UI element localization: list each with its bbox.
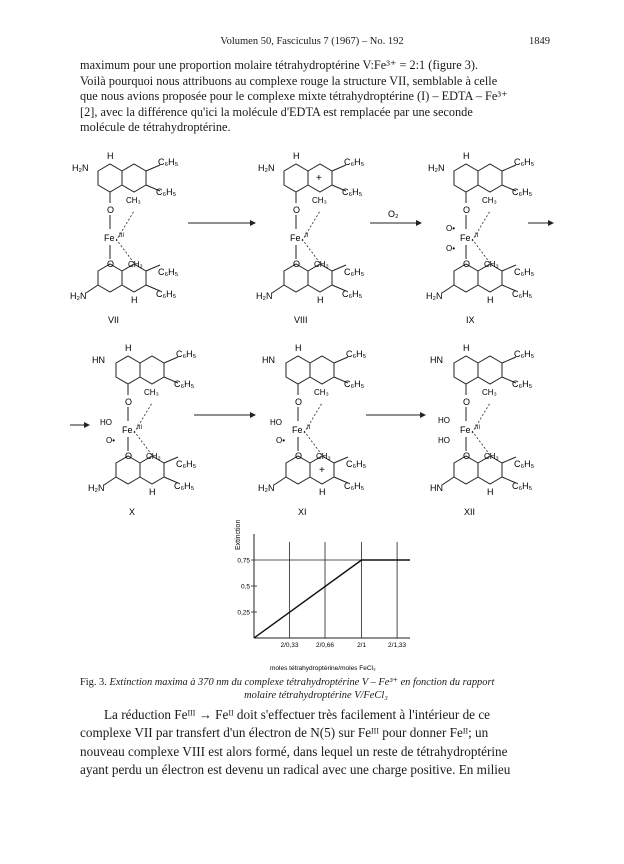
atom-label: HN <box>430 483 443 493</box>
atom-label: C₆H₅ <box>158 157 179 167</box>
atom-label: C₆H₅ <box>514 459 535 469</box>
atom-label: O <box>295 397 303 407</box>
atom-label: H₂N <box>428 163 445 173</box>
atom-label: CH₃ <box>312 196 327 205</box>
paragraph-top <box>80 58 550 136</box>
atom-label: CH₃ <box>144 388 159 397</box>
paragraph-line: que nous avions proposée pour le complexe mixte tétrahydroptérine (I) – EDTA – Fe³⁺ <box>80 89 508 104</box>
atom-label: C₆H₅ <box>342 187 363 197</box>
atom-label: Fe <box>460 425 471 435</box>
atom-label: CH₃ <box>482 196 497 205</box>
y-tick-label: 0,75 <box>237 557 250 565</box>
atom-label: H₂N <box>88 483 105 493</box>
atom-label: CH₃ <box>314 388 329 397</box>
atom-label: H₂N <box>256 291 273 301</box>
atom-label: H <box>107 151 114 161</box>
atom-label: H <box>317 295 324 305</box>
compound-XI <box>258 343 367 517</box>
journal-citation: Volumen 50, Fasciculus 7 (1967) – No. 192 <box>220 36 404 47</box>
atom-label: O• <box>276 436 286 445</box>
y-axis-label: Extinction <box>235 519 242 550</box>
x-tick-label: 2/0,66 <box>315 642 335 649</box>
atom-label: C₆H₅ <box>158 267 179 277</box>
atom-label: C₆H₅ <box>156 187 177 197</box>
compound-XII <box>430 343 535 517</box>
atom-label: C₆H₅ <box>346 349 367 359</box>
atom-label: H <box>463 151 470 161</box>
atom-label: H <box>149 487 156 497</box>
atom-label: C₆H₅ <box>514 267 535 277</box>
atom-label: Fe <box>122 425 133 435</box>
atom-label: H <box>319 487 326 497</box>
atom-label: H₂N <box>258 483 275 493</box>
atom-label: H₂N <box>258 163 275 173</box>
arrow-head <box>416 220 422 226</box>
atom-label: C₆H₅ <box>512 289 533 299</box>
atom-label: Fe <box>104 233 115 243</box>
atom-label: III <box>137 425 143 431</box>
caption-line-1: Extinction maxima à 370 nm du complexe tétrahydroptérine V – Fe³⁺ en fonction du rapport <box>109 677 495 688</box>
x-tick-label: 2/0,33 <box>280 642 299 649</box>
atom-label: CH₃ <box>314 260 329 269</box>
atom-label: II <box>307 425 311 431</box>
reagent-O2: O₂ <box>388 209 399 219</box>
paragraph-line: [2], avec la différence qu'ici la molécule d'EDTA est remplacée par une seconde <box>80 104 473 119</box>
atom-label: C₆H₅ <box>344 157 365 167</box>
atom-label: C₆H₅ <box>176 349 197 359</box>
atom-label: O• <box>446 224 456 233</box>
atom-label: H <box>125 343 132 353</box>
atom-label: O <box>107 259 115 269</box>
atom-label: H₂N <box>72 163 89 173</box>
paragraph-line: molécule de tétrahydroptérine. <box>80 120 231 135</box>
extinction-chart <box>218 518 418 674</box>
compound-label-VII: VII <box>108 315 120 325</box>
paragraph-line: La réduction Feᴵᴵᴵ → Feᴵᴵ doit s'effectuer très facilement à l'intérieur de ce <box>104 707 491 722</box>
y-tick-label: 0,5 <box>240 583 250 591</box>
paragraph-bottom <box>80 706 552 780</box>
atom-label: O <box>463 451 471 461</box>
y-tick-label: 0,25 <box>237 609 250 617</box>
compound-label-XI: XI <box>298 507 307 517</box>
atom-label: Fe <box>292 425 303 435</box>
atom-label: II <box>305 233 309 239</box>
paragraph-line: maximum pour une proportion molaire tétrahydroptérine V:Fe³⁺ = 2:1 (figure 3). <box>80 58 479 72</box>
compound-label-X: X <box>129 507 136 517</box>
atom-label: H <box>293 151 300 161</box>
atom-label: C₆H₅ <box>174 379 195 389</box>
running-header <box>0 36 624 50</box>
atom-label: + <box>319 465 325 476</box>
atom-label: H <box>295 343 302 353</box>
atom-label: C₆H₅ <box>512 379 533 389</box>
atom-label: C₆H₅ <box>514 349 535 359</box>
arrow-head <box>250 412 256 418</box>
compound-IX <box>426 151 535 325</box>
atom-label: C₆H₅ <box>346 459 367 469</box>
atom-label: C₆H₅ <box>344 379 365 389</box>
atom-label: H₂N <box>426 291 443 301</box>
page-number: 1849 <box>529 36 550 47</box>
atom-label: CH₃ <box>126 196 141 205</box>
atom-label: O <box>125 451 133 461</box>
compound-label-XII: XII <box>464 507 476 517</box>
compound-X <box>88 343 197 517</box>
atom-label: HN <box>430 355 443 365</box>
atom-label: H₂N <box>70 291 87 301</box>
atom-label: CH₃ <box>128 260 143 269</box>
paragraph-line: ayant perdu un électron est devenu un radical avec une charge positive. En milieu <box>80 762 511 778</box>
atom-label: HO <box>270 418 282 427</box>
caption-line-2: molaire tétrahydroptérine V/FeCl₃ <box>244 690 388 701</box>
atom-label: HO <box>438 436 450 445</box>
reaction-scheme <box>70 143 560 523</box>
figure-caption <box>80 676 552 702</box>
atom-label: O <box>293 259 301 269</box>
atom-label: C₆H₅ <box>174 481 195 491</box>
atom-label: CH₃ <box>482 388 497 397</box>
arrow-head <box>84 422 90 428</box>
atom-label: HO <box>100 418 112 427</box>
atom-label: C₆H₅ <box>156 289 177 299</box>
arrow-head <box>250 220 256 226</box>
atom-label: II <box>475 233 479 239</box>
atom-label: O <box>295 451 303 461</box>
x-axis-label: moles tétrahydroptérine/moles FeCl₃ <box>270 665 376 672</box>
compound-label-VIII: VIII <box>294 315 308 325</box>
atom-label: C₆H₅ <box>512 187 533 197</box>
atom-label: C₆H₅ <box>344 267 365 277</box>
atom-label: H <box>487 487 494 497</box>
x-tick-label: 2/1 <box>357 642 367 649</box>
atom-label: CH₃ <box>146 452 161 461</box>
atom-label: HO <box>438 416 450 425</box>
atom-label: Fe <box>290 233 301 243</box>
figure-label: Fig. 3. <box>80 677 107 688</box>
atom-label: CH₃ <box>484 260 499 269</box>
extinction-curve <box>254 560 410 638</box>
atom-label: H <box>131 295 138 305</box>
atom-label: C₆H₅ <box>176 459 197 469</box>
atom-label: III <box>475 425 481 431</box>
atom-label: CH₃ <box>316 452 331 461</box>
atom-label: O <box>293 205 301 215</box>
atom-label: HN <box>262 355 275 365</box>
atom-label: O <box>107 205 115 215</box>
arrow-head <box>548 220 554 226</box>
compound-VIII <box>256 151 365 325</box>
atom-label: O• <box>106 436 116 445</box>
atom-label: H <box>487 295 494 305</box>
paragraph-line: complexe VII par transfert d'un électron de N(5) sur Feᴵᴵᴵ pour donner Feᴵᴵ; un <box>80 725 489 741</box>
atom-label: + <box>316 173 322 184</box>
atom-label: C₆H₅ <box>514 157 535 167</box>
atom-label: H <box>463 343 470 353</box>
paragraph-line: nouveau complexe VIII est alors formé, dans lequel un reste de tétrahydroptérine <box>80 743 508 759</box>
atom-label: O <box>463 205 471 215</box>
x-tick-label: 2/1,33 <box>388 642 407 649</box>
atom-label: O <box>463 259 471 269</box>
atom-label: O <box>463 397 471 407</box>
arrow-head <box>420 412 426 418</box>
atom-label: O <box>125 397 133 407</box>
atom-label: C₆H₅ <box>512 481 533 491</box>
atom-label: Fe <box>460 233 471 243</box>
atom-label: CH₃ <box>484 452 499 461</box>
atom-label: C₆H₅ <box>344 481 365 491</box>
atom-label: III <box>119 233 125 239</box>
atom-label: HN <box>92 355 105 365</box>
atom-label: C₆H₅ <box>342 289 363 299</box>
atom-label: O• <box>446 244 456 253</box>
paragraph-line: Voilà pourquoi nous attribuons au complexe rouge la structure VII, semblable à celle <box>80 73 498 88</box>
compound-VII <box>70 151 179 325</box>
compound-label-IX: IX <box>466 315 475 325</box>
